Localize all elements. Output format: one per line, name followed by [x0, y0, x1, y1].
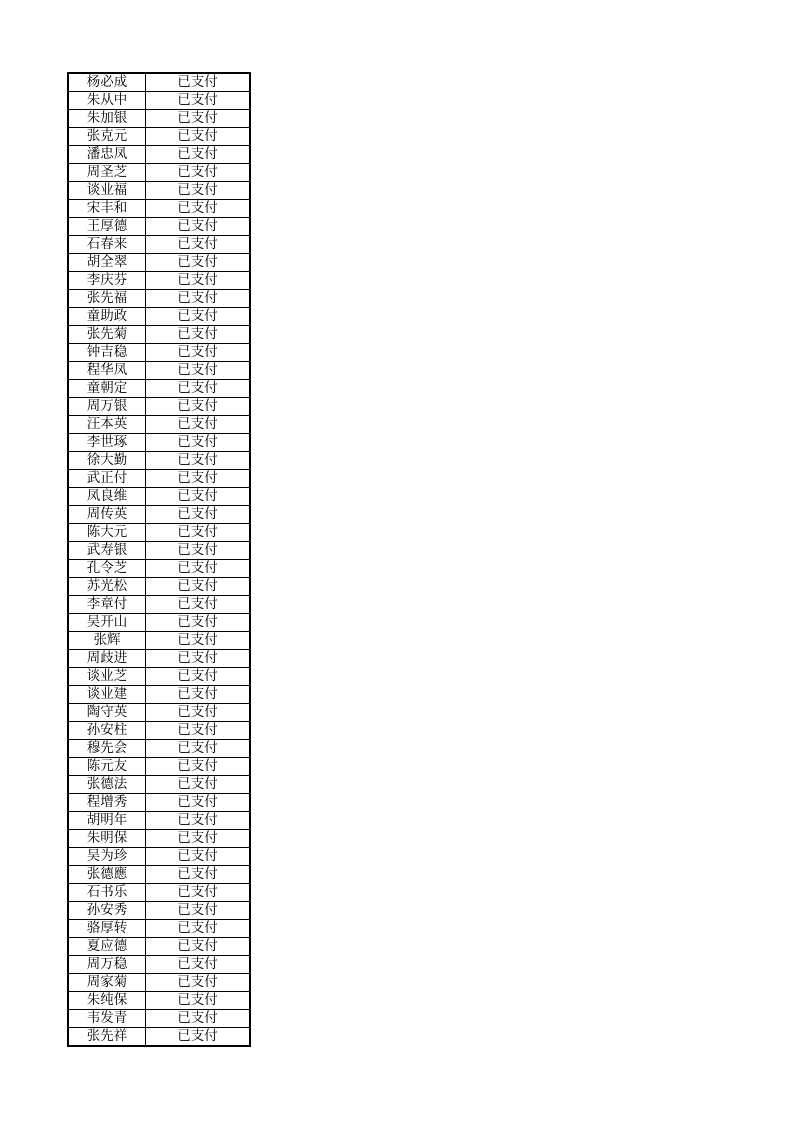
name-cell: 朱纯保	[68, 992, 146, 1010]
table-row	[68, 110, 250, 128]
name-cell: 骆厚转	[68, 920, 146, 938]
payment-status-cell: 已支付	[146, 326, 251, 344]
table-row	[68, 470, 250, 488]
table-row	[68, 218, 250, 236]
payment-status-cell: 已支付	[146, 73, 251, 92]
name-cell: 夏应德	[68, 938, 146, 956]
table-row	[68, 272, 250, 290]
name-cell: 吴开山	[68, 614, 146, 632]
payment-status-cell: 已支付	[146, 758, 251, 776]
name-cell: 孙安秀	[68, 902, 146, 920]
name-cell: 武寿银	[68, 542, 146, 560]
name-cell: 徐大勤	[68, 452, 146, 470]
name-cell: 石书乐	[68, 884, 146, 902]
table-row	[68, 668, 250, 686]
name-cell: 程华凤	[68, 362, 146, 380]
payment-status-cell: 已支付	[146, 812, 251, 830]
payment-table-body	[68, 73, 250, 1046]
payment-status-cell: 已支付	[146, 830, 251, 848]
table-row	[68, 704, 250, 722]
table-row	[68, 128, 250, 146]
table-row	[68, 542, 250, 560]
name-cell: 李庆芬	[68, 272, 146, 290]
name-cell: 张先祥	[68, 1028, 146, 1047]
payment-status-cell: 已支付	[146, 92, 251, 110]
table-row	[68, 578, 250, 596]
table-row	[68, 290, 250, 308]
payment-status-cell: 已支付	[146, 254, 251, 272]
payment-status-cell: 已支付	[146, 704, 251, 722]
name-cell: 汪本英	[68, 416, 146, 434]
table-row	[68, 146, 250, 164]
name-cell: 周歧进	[68, 650, 146, 668]
name-cell: 张先福	[68, 290, 146, 308]
table-row	[68, 254, 250, 272]
payment-status-cell: 已支付	[146, 452, 251, 470]
name-cell: 王厚德	[68, 218, 146, 236]
payment-status-cell: 已支付	[146, 272, 251, 290]
payment-table	[67, 72, 251, 1047]
table-row	[68, 452, 250, 470]
payment-status-cell: 已支付	[146, 650, 251, 668]
table-row	[68, 1028, 250, 1047]
table-row	[68, 830, 250, 848]
table-row	[68, 758, 250, 776]
payment-status-cell: 已支付	[146, 236, 251, 254]
table-row	[68, 344, 250, 362]
table-row	[68, 794, 250, 812]
name-cell: 石春来	[68, 236, 146, 254]
table-row	[68, 434, 250, 452]
table-row	[68, 362, 250, 380]
payment-status-cell: 已支付	[146, 668, 251, 686]
name-cell: 童朝定	[68, 380, 146, 398]
payment-status-cell: 已支付	[146, 524, 251, 542]
payment-status-cell: 已支付	[146, 164, 251, 182]
payment-status-cell: 已支付	[146, 380, 251, 398]
name-cell: 李章付	[68, 596, 146, 614]
name-cell: 韦发青	[68, 1010, 146, 1028]
name-cell: 周传英	[68, 506, 146, 524]
name-cell: 张德應	[68, 866, 146, 884]
payment-status-cell: 已支付	[146, 920, 251, 938]
table-row	[68, 308, 250, 326]
name-cell: 张克元	[68, 128, 146, 146]
name-cell: 谈业芝	[68, 668, 146, 686]
name-cell: 朱加银	[68, 110, 146, 128]
payment-status-cell: 已支付	[146, 974, 251, 992]
payment-status-cell: 已支付	[146, 146, 251, 164]
payment-status-cell: 已支付	[146, 902, 251, 920]
name-cell: 穆先会	[68, 740, 146, 758]
payment-status-cell: 已支付	[146, 776, 251, 794]
name-cell: 苏光松	[68, 578, 146, 596]
name-cell: 张辉	[68, 632, 146, 650]
name-cell: 陈大元	[68, 524, 146, 542]
table-row	[68, 1010, 250, 1028]
table-row	[68, 992, 250, 1010]
table-row	[68, 812, 250, 830]
table-row	[68, 920, 250, 938]
name-cell: 杨必成	[68, 73, 146, 92]
payment-status-cell: 已支付	[146, 344, 251, 362]
table-row	[68, 974, 250, 992]
table-row	[68, 398, 250, 416]
payment-status-cell: 已支付	[146, 938, 251, 956]
name-cell: 潘忠凤	[68, 146, 146, 164]
payment-status-cell: 已支付	[146, 596, 251, 614]
name-cell: 朱明保	[68, 830, 146, 848]
payment-status-cell: 已支付	[146, 686, 251, 704]
table-row	[68, 614, 250, 632]
payment-status-cell: 已支付	[146, 416, 251, 434]
payment-status-cell: 已支付	[146, 884, 251, 902]
payment-status-cell: 已支付	[146, 308, 251, 326]
payment-status-cell: 已支付	[146, 290, 251, 308]
table-row	[68, 164, 250, 182]
table-row	[68, 236, 250, 254]
payment-status-cell: 已支付	[146, 740, 251, 758]
payment-status-cell: 已支付	[146, 200, 251, 218]
payment-status-cell: 已支付	[146, 506, 251, 524]
table-row	[68, 776, 250, 794]
payment-status-cell: 已支付	[146, 614, 251, 632]
table-row	[68, 416, 250, 434]
payment-status-cell: 已支付	[146, 398, 251, 416]
name-cell: 钟吉稳	[68, 344, 146, 362]
payment-status-cell: 已支付	[146, 722, 251, 740]
payment-status-cell: 已支付	[146, 632, 251, 650]
payment-status-cell: 已支付	[146, 110, 251, 128]
table-row	[68, 902, 250, 920]
table-row	[68, 866, 250, 884]
payment-status-cell: 已支付	[146, 362, 251, 380]
payment-status-cell: 已支付	[146, 1028, 251, 1047]
payment-status-cell: 已支付	[146, 992, 251, 1010]
table-row	[68, 488, 250, 506]
payment-status-cell: 已支付	[146, 866, 251, 884]
name-cell: 李世琢	[68, 434, 146, 452]
payment-status-cell: 已支付	[146, 578, 251, 596]
table-row	[68, 560, 250, 578]
payment-status-cell: 已支付	[146, 848, 251, 866]
name-cell: 朱从中	[68, 92, 146, 110]
payment-status-cell: 已支付	[146, 434, 251, 452]
name-cell: 童助政	[68, 308, 146, 326]
table-row	[68, 938, 250, 956]
table-row	[68, 632, 250, 650]
payment-status-cell: 已支付	[146, 182, 251, 200]
name-cell: 宋丰和	[68, 200, 146, 218]
payment-status-cell: 已支付	[146, 1010, 251, 1028]
name-cell: 周家菊	[68, 974, 146, 992]
name-cell: 程增秀	[68, 794, 146, 812]
name-cell: 胡明年	[68, 812, 146, 830]
payment-status-cell: 已支付	[146, 470, 251, 488]
name-cell: 周圣芝	[68, 164, 146, 182]
table-row	[68, 650, 250, 668]
table-row	[68, 848, 250, 866]
table-row	[68, 956, 250, 974]
name-cell: 吴为珍	[68, 848, 146, 866]
table-row	[68, 326, 250, 344]
name-cell: 凤良维	[68, 488, 146, 506]
name-cell: 谈业建	[68, 686, 146, 704]
table-row	[68, 596, 250, 614]
table-row	[68, 524, 250, 542]
table-row	[68, 200, 250, 218]
table-row	[68, 722, 250, 740]
payment-status-cell: 已支付	[146, 542, 251, 560]
name-cell: 孙安柱	[68, 722, 146, 740]
table-row	[68, 92, 250, 110]
table-row	[68, 884, 250, 902]
payment-status-cell: 已支付	[146, 560, 251, 578]
table-row	[68, 740, 250, 758]
payment-status-cell: 已支付	[146, 794, 251, 812]
table-row	[68, 182, 250, 200]
payment-status-cell: 已支付	[146, 128, 251, 146]
name-cell: 陈元友	[68, 758, 146, 776]
table-row	[68, 73, 250, 92]
name-cell: 武正付	[68, 470, 146, 488]
name-cell: 孔令芝	[68, 560, 146, 578]
name-cell: 陶守英	[68, 704, 146, 722]
payment-status-cell: 已支付	[146, 488, 251, 506]
table-row	[68, 380, 250, 398]
name-cell: 张先菊	[68, 326, 146, 344]
name-cell: 周万银	[68, 398, 146, 416]
payment-status-cell: 已支付	[146, 956, 251, 974]
name-cell: 张德法	[68, 776, 146, 794]
name-cell: 周万稳	[68, 956, 146, 974]
table-row	[68, 506, 250, 524]
name-cell: 谈业福	[68, 182, 146, 200]
name-cell: 胡全翠	[68, 254, 146, 272]
table-row	[68, 686, 250, 704]
payment-status-cell: 已支付	[146, 218, 251, 236]
